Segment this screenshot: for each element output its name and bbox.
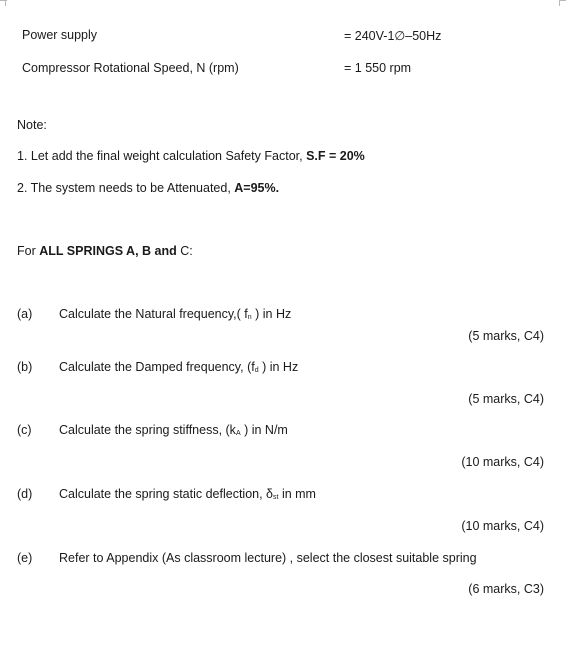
question-d-text-after: in mm xyxy=(278,487,316,501)
note-item-2-text: 2. The system needs to be Attenuated, xyxy=(17,181,235,195)
springs-suffix: C: xyxy=(176,244,193,258)
question-c-text-after: ) in N/m xyxy=(240,423,288,437)
question-e-text: Refer to Appendix (As classroom lecture) , select the closest suitable spring xyxy=(59,551,477,565)
question-c-subscript: A xyxy=(235,430,241,437)
springs-bold: ALL SPRINGS A, B and xyxy=(39,244,177,258)
note-heading: Note: xyxy=(17,118,47,132)
question-e-marks: (6 marks, C3) xyxy=(468,582,544,596)
question-a-marks: (5 marks, C4) xyxy=(468,329,544,343)
question-b-text xyxy=(59,359,298,379)
question-d-subscript: st xyxy=(273,494,279,501)
question-c-text xyxy=(59,422,288,442)
question-e-label: (e) xyxy=(17,551,33,565)
question-b-text-before: Calculate the Damped frequency, (f xyxy=(59,360,255,374)
question-b-marks: (5 marks, C4) xyxy=(468,392,544,406)
compressor-speed-label: Compressor Rotational Speed, N (rpm) xyxy=(22,61,239,75)
question-c-text-before: Calculate the spring stiffness, (k xyxy=(59,423,236,437)
page-corner-mark-left-h xyxy=(0,0,7,1)
question-a-text-before: Calculate the Natural frequency,( f xyxy=(59,307,248,321)
question-d-text xyxy=(59,486,316,506)
springs-prefix: For xyxy=(17,244,40,258)
question-a-text-after: ) in Hz xyxy=(251,307,292,321)
springs-heading xyxy=(17,243,193,259)
note-item-2 xyxy=(17,180,279,196)
compressor-speed-value: = 1 550 rpm xyxy=(344,61,412,75)
question-a-text xyxy=(59,306,291,326)
question-a-label: (a) xyxy=(17,307,33,321)
note-item-1-bold: S.F = 20% xyxy=(306,149,365,163)
question-d-text-before: Calculate the spring static deflection, δ xyxy=(59,487,274,501)
question-b-label: (b) xyxy=(17,360,33,374)
question-a-subscript: n xyxy=(247,314,252,321)
question-d-label: (d) xyxy=(17,487,33,501)
note-item-1 xyxy=(17,148,365,164)
note-item-1-text: 1. Let add the final weight calculation Safety Factor, xyxy=(17,149,307,163)
question-c-marks: (10 marks, C4) xyxy=(461,455,544,469)
question-c-label: (c) xyxy=(17,423,32,437)
note-item-2-bold: A=95%. xyxy=(234,181,280,195)
question-d-marks: (10 marks, C4) xyxy=(461,519,544,533)
question-b-text-after: ) in Hz xyxy=(258,360,299,374)
power-supply-value: = 240V-1∅–50Hz xyxy=(344,29,442,43)
power-supply-label: Power supply xyxy=(22,28,98,42)
question-b-subscript: d xyxy=(254,367,259,374)
page-corner-mark-right-h xyxy=(559,0,566,1)
